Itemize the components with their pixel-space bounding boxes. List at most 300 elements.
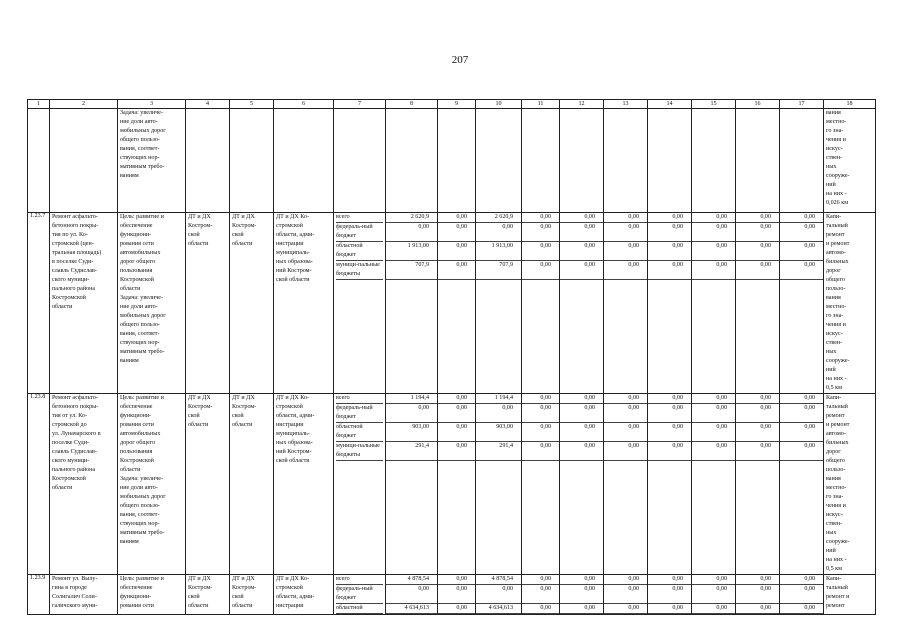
amount-value: 0,00	[476, 585, 521, 604]
cell-line: славль Судислав-	[52, 268, 97, 274]
cell-line: на них -	[826, 376, 847, 382]
table-cell	[780, 109, 824, 213]
amount-value: 0,00	[604, 242, 647, 261]
cell-line: ствующих нор-	[120, 521, 160, 527]
amount-column	[648, 575, 691, 614]
table-cell	[648, 575, 692, 615]
amount-value: 0,00	[648, 604, 691, 614]
cell-line: Капи-	[826, 395, 842, 401]
funding-source: всего	[336, 394, 383, 404]
cell-line: ской	[232, 413, 244, 419]
row-number: 1.23.8	[28, 394, 50, 575]
funding-sources	[336, 394, 383, 461]
table-cell	[50, 213, 118, 394]
cell-line: бетонного покры-	[52, 223, 99, 229]
column-header: 8	[386, 100, 438, 109]
cell-line: стромской до	[52, 422, 87, 428]
cell-line: области	[188, 422, 209, 428]
cell-line: сооруже-	[826, 539, 850, 545]
table-cell	[274, 109, 334, 213]
cell-line: ской	[188, 413, 200, 419]
cell-line: Костромской	[120, 458, 154, 464]
table-cell	[476, 575, 522, 615]
cell-line: области, адми-	[276, 413, 315, 419]
amount-value: 0,00	[736, 604, 779, 614]
cell-line: вания, соответ-	[120, 512, 160, 518]
cell-line: чения и	[826, 322, 846, 328]
table-cell	[736, 575, 780, 615]
cell-line: ствен-	[826, 340, 843, 346]
cell-line: Солигалич Соли-	[52, 594, 97, 600]
amount-column	[560, 213, 603, 280]
cell-line: дорог общего	[120, 440, 156, 446]
table-cell	[560, 394, 604, 575]
cell-line: стромской	[276, 404, 303, 410]
amount-value: 0,00	[438, 575, 475, 585]
amount-value: 0,00	[560, 223, 603, 242]
amount-value: 0,00	[780, 394, 823, 404]
result-text	[826, 213, 873, 393]
amount-value: 291,4	[476, 442, 521, 461]
result-text	[826, 394, 873, 574]
cell-line: на них -	[826, 191, 847, 197]
cell-line: Ремонт асфальто-	[52, 214, 98, 220]
amount-value: 0,00	[560, 442, 603, 461]
amount-value: 0,00	[604, 394, 647, 404]
amount-value: 0,00	[604, 223, 647, 242]
amount-column	[692, 394, 735, 461]
cell-line: области, адми-	[276, 232, 315, 238]
cell-line: ний	[826, 367, 836, 373]
cell-line: обеспечение	[120, 585, 153, 591]
amount-column	[386, 213, 437, 280]
cell-line: сооруже-	[826, 358, 850, 364]
cell-line: мативным требо-	[120, 530, 165, 536]
amount-value: 0,00	[736, 394, 779, 404]
cell-line: местно-	[826, 119, 847, 125]
table-cell	[604, 394, 648, 575]
column-header: 3	[118, 100, 186, 109]
cell-line: ДТ и ДХ	[188, 395, 211, 401]
cell-line: мативным требо-	[120, 164, 165, 170]
table-row	[28, 575, 876, 615]
table-cell	[438, 394, 476, 575]
program-table	[27, 99, 876, 615]
cell-line: ние доли авто-	[120, 304, 158, 310]
cell-line: и ремонт	[826, 422, 850, 428]
cell-line: ных образова-	[276, 259, 313, 265]
column-header: 1	[28, 100, 50, 109]
table-cell	[334, 575, 386, 615]
row-number: 1.23.9	[28, 575, 50, 615]
cell-line: ремонт и	[826, 594, 850, 600]
cell-line: функциони-	[120, 594, 152, 600]
amount-value: 0,00	[736, 423, 779, 442]
cell-line: тальный	[826, 223, 848, 229]
amount-value: 0,00	[560, 604, 603, 614]
cell-line: обеспечение	[120, 404, 153, 410]
amount-value: 0,00	[438, 213, 475, 223]
cell-line: бильных	[826, 440, 849, 446]
amount-value: 0,00	[560, 585, 603, 604]
funding-source: федераль-ный бюджет	[336, 585, 383, 604]
amount-value: 0,00	[648, 213, 691, 223]
cell-line: вания	[826, 295, 841, 301]
cell-line: Костром-	[232, 404, 257, 410]
amount-value: 0,00	[648, 223, 691, 242]
goal-text	[120, 575, 183, 611]
cell-line: пользо-	[826, 286, 846, 292]
cell-line: го зна-	[826, 494, 844, 500]
column-header: 17	[780, 100, 824, 109]
cell-line: ской области	[276, 458, 310, 464]
cell-line: Ремонт асфальто-	[52, 395, 98, 401]
cell-line: Костром-	[232, 585, 257, 591]
amount-column	[522, 394, 559, 461]
measure-name	[52, 394, 115, 493]
table-cell	[476, 394, 522, 575]
table-cell	[186, 394, 230, 575]
amount-value: 0,00	[560, 575, 603, 585]
cell-line: вания	[826, 476, 841, 482]
amount-value: 0,00	[560, 261, 603, 280]
amount-value: 0,00	[604, 423, 647, 442]
cell-line: ул. Луначарского в	[52, 431, 101, 437]
table-cell	[604, 109, 648, 213]
amount-value: 0,00	[438, 604, 475, 614]
cell-line: искус-	[826, 331, 843, 337]
table-cell	[692, 213, 736, 394]
cell-line: ремонт	[826, 413, 845, 419]
table-cell	[50, 575, 118, 615]
amount-value: 0,00	[736, 404, 779, 423]
amount-value: 1 194,4	[476, 394, 521, 404]
funding-source: муници-пальные бюджеты	[336, 442, 383, 461]
cell-line: Костром-	[188, 585, 213, 591]
table-row	[28, 213, 876, 394]
cell-line: стромской (цен-	[52, 241, 94, 247]
table-cell	[522, 575, 560, 615]
amount-value: 0,00	[736, 223, 779, 242]
cell-line: рования сети	[120, 241, 154, 247]
amount-value: 0,00	[386, 585, 437, 604]
cell-line: искус-	[826, 512, 843, 518]
goal-text	[120, 394, 183, 547]
table-cell	[780, 394, 824, 575]
cell-line: Ремонт ул. Вылу-	[52, 576, 98, 582]
cell-line: автомо-	[826, 250, 846, 256]
amount-column	[522, 213, 559, 280]
result-text	[826, 575, 873, 611]
column-header: 13	[604, 100, 648, 109]
table-cell	[334, 109, 386, 213]
participants-text	[276, 575, 331, 611]
cell-line: муниципаль-	[276, 250, 310, 256]
funding-source: областной	[336, 604, 383, 614]
funding-source: муници-пальные бюджеты	[336, 261, 383, 280]
amount-column	[604, 394, 647, 461]
cell-line: мативным требо-	[120, 349, 165, 355]
column-header: 15	[692, 100, 736, 109]
cell-line: ние доли авто-	[120, 119, 158, 125]
column-header: 5	[230, 100, 274, 109]
cell-line: стромской	[276, 223, 303, 229]
table-cell	[334, 213, 386, 394]
cell-line: автомо-	[826, 431, 846, 437]
cell-line: сооруже-	[826, 173, 850, 179]
amount-value: 0,00	[604, 261, 647, 280]
amount-value: 0,00	[438, 242, 475, 261]
cell-line: мобильных дорог	[120, 313, 166, 319]
cell-line: местно-	[826, 304, 847, 310]
amount-column	[780, 575, 823, 614]
cell-line: 0,5 км	[826, 566, 842, 572]
cell-line: дорог	[826, 268, 841, 274]
table-cell	[230, 213, 274, 394]
amount-value: 0,00	[648, 575, 691, 585]
amount-value: 1 194,4	[386, 394, 437, 404]
cell-line: ствующих нор-	[120, 340, 160, 346]
executor-text	[232, 213, 271, 249]
cell-line: ДТ и ДХ	[232, 576, 255, 582]
goal-text	[120, 213, 183, 366]
column-header: 10	[476, 100, 522, 109]
cell-line: нистрации	[276, 241, 304, 247]
measure-name	[52, 575, 115, 611]
cell-line: ствен-	[826, 155, 843, 161]
table-cell	[824, 394, 876, 575]
amount-value: 0,00	[736, 575, 779, 585]
cell-line: славль Судислав-	[52, 449, 97, 455]
amount-value: 0,00	[604, 585, 647, 604]
cell-line: Костром-	[188, 404, 213, 410]
executor-text	[232, 394, 271, 430]
table-cell	[476, 109, 522, 213]
cell-line: тальный	[826, 404, 848, 410]
cell-line: ние доли авто-	[120, 485, 158, 491]
table-cell	[50, 109, 118, 213]
amount-column	[476, 213, 521, 280]
amount-value: 0,00	[692, 242, 735, 261]
amount-value: 0,00	[692, 442, 735, 461]
amount-value: 4 878,54	[476, 575, 521, 585]
cell-line: вания	[826, 110, 841, 116]
cell-line: тральная площадь)	[52, 250, 102, 256]
amount-value: 0,00	[560, 404, 603, 423]
amount-value: 0,00	[780, 575, 823, 585]
table-cell	[186, 575, 230, 615]
cell-line: мобильных дорог	[120, 494, 166, 500]
amount-value: 291,4	[386, 442, 437, 461]
amount-value: 0,00	[438, 404, 475, 423]
cell-line: Задача: увеличе-	[120, 476, 163, 482]
amount-column	[736, 394, 779, 461]
amount-value: 0,00	[604, 404, 647, 423]
amount-value: 0,00	[692, 585, 735, 604]
cell-line: вания, соответ-	[120, 331, 160, 337]
amount-value: 0,00	[604, 604, 647, 614]
amount-value: 0,00	[438, 394, 475, 404]
table-cell	[476, 213, 522, 394]
cell-line: ваниям	[120, 358, 139, 364]
cell-line: Задача: увеличе-	[120, 110, 163, 116]
cell-line: ремонт	[826, 603, 845, 609]
amount-value: 0,00	[438, 223, 475, 242]
cell-line: Костромской	[120, 277, 154, 283]
cell-line: области	[232, 241, 253, 247]
cell-line: области	[188, 241, 209, 247]
amount-column	[438, 575, 475, 614]
amount-value: 0,00	[648, 394, 691, 404]
table-cell	[522, 109, 560, 213]
cell-line: дорог	[826, 449, 841, 455]
funding-source: всего	[336, 575, 383, 585]
row-number: 1.23.7	[28, 213, 50, 394]
table-cell	[604, 575, 648, 615]
amount-value: 707,9	[386, 261, 437, 280]
amount-column	[476, 575, 521, 614]
column-header: 16	[736, 100, 780, 109]
cell-line: ных образова-	[276, 440, 313, 446]
table-cell	[438, 575, 476, 615]
amount-column	[438, 213, 475, 280]
amount-value: 0,00	[648, 442, 691, 461]
cell-line: Костром-	[188, 223, 213, 229]
cell-line: ных	[826, 530, 837, 536]
table-cell	[118, 575, 186, 615]
funding-source: федераль-ный бюджет	[336, 404, 383, 423]
amount-column	[736, 213, 779, 280]
amount-value: 0,00	[736, 585, 779, 604]
table-cell	[438, 213, 476, 394]
cell-line: области	[120, 286, 141, 292]
cell-line: на них -	[826, 557, 847, 563]
table-cell	[386, 394, 438, 575]
cell-line: ской	[232, 232, 244, 238]
cell-line: в поселке Суди-	[52, 259, 94, 265]
table-cell	[780, 213, 824, 394]
amount-value: 0,00	[438, 261, 475, 280]
cell-line: пального района	[52, 467, 96, 473]
cell-line: области	[120, 467, 141, 473]
amount-column	[604, 213, 647, 280]
cell-line: ДТ и ДХ	[232, 395, 255, 401]
amount-value: 0,00	[438, 442, 475, 461]
cell-line: ваниям	[120, 173, 139, 179]
page-number: 207	[451, 54, 469, 66]
amount-value: 0,00	[692, 261, 735, 280]
table-cell	[560, 575, 604, 615]
amount-value: 0,00	[476, 223, 521, 242]
cell-line: гина в городе	[52, 585, 87, 591]
cell-line: пального района	[52, 286, 96, 292]
cell-line: ДТ и ДХ	[188, 576, 211, 582]
amount-value: 903,00	[386, 423, 437, 442]
cell-line: го зна-	[826, 128, 844, 134]
amount-value: 0,00	[692, 394, 735, 404]
table-cell	[736, 394, 780, 575]
table-cell	[186, 109, 230, 213]
table-cell	[692, 109, 736, 213]
amount-value: 0,00	[522, 442, 559, 461]
table-cell	[780, 575, 824, 615]
cell-line: стромской	[276, 585, 303, 591]
column-header: 4	[186, 100, 230, 109]
cell-line: общего пользо-	[120, 322, 160, 328]
amount-value: 1 913,00	[476, 242, 521, 261]
cell-line: вания, соответ-	[120, 146, 160, 152]
amount-value: 0,00	[522, 575, 559, 585]
amount-value: 0,00	[780, 423, 823, 442]
amount-column	[560, 394, 603, 461]
table-cell	[736, 109, 780, 213]
cell-line: ДТ и ДХ	[188, 214, 211, 220]
amount-column	[386, 394, 437, 461]
cell-line: Капи-	[826, 576, 842, 582]
column-header: 9	[438, 100, 476, 109]
cell-line: ской	[188, 594, 200, 600]
measure-name	[52, 213, 115, 312]
cell-line: ний Костром-	[276, 449, 312, 455]
funding-source: областной бюджет	[336, 423, 383, 442]
amount-column	[438, 394, 475, 461]
amount-value: 707,9	[476, 261, 521, 280]
amount-value: 0,00	[780, 261, 823, 280]
amount-value: 4 634,613	[386, 604, 437, 614]
amount-value: 0,00	[522, 423, 559, 442]
amount-value: 0,00	[522, 261, 559, 280]
cell-line: общего	[826, 458, 845, 464]
table-cell	[274, 213, 334, 394]
amount-value: 0,00	[736, 261, 779, 280]
amount-column	[648, 394, 691, 461]
amount-column	[386, 575, 437, 614]
amount-value: 0,00	[560, 242, 603, 261]
funding-sources	[336, 213, 383, 280]
cell-line: Цель: развитие и	[120, 576, 164, 582]
table-cell	[28, 109, 50, 213]
cell-line: 0,5 км	[826, 385, 842, 391]
amount-value: 4 634,613	[476, 604, 521, 614]
amount-value: 0,00	[476, 404, 521, 423]
table-cell	[648, 213, 692, 394]
table-cell	[824, 213, 876, 394]
amount-value: 1 913,00	[386, 242, 437, 261]
amount-value: 0,00	[648, 585, 691, 604]
amount-value: 0,00	[522, 604, 559, 614]
amount-value: 0,00	[648, 423, 691, 442]
table-cell	[522, 213, 560, 394]
amount-column	[736, 575, 779, 614]
table-cell	[386, 575, 438, 615]
cell-line: ского муници-	[52, 458, 90, 464]
table-cell	[334, 394, 386, 575]
table-cell	[824, 109, 876, 213]
column-header: 7	[334, 100, 386, 109]
cell-line: галичского муни-	[52, 603, 98, 609]
amount-column	[476, 394, 521, 461]
cell-line: ремонт	[826, 232, 845, 238]
table-row	[28, 109, 876, 213]
cell-line: ствен-	[826, 521, 843, 527]
amount-value: 0,00	[692, 423, 735, 442]
table-cell	[560, 109, 604, 213]
amount-value: 0,00	[692, 404, 735, 423]
table-cell	[274, 394, 334, 575]
table-cell	[118, 213, 186, 394]
column-header: 18	[824, 100, 876, 109]
table-cell	[736, 213, 780, 394]
